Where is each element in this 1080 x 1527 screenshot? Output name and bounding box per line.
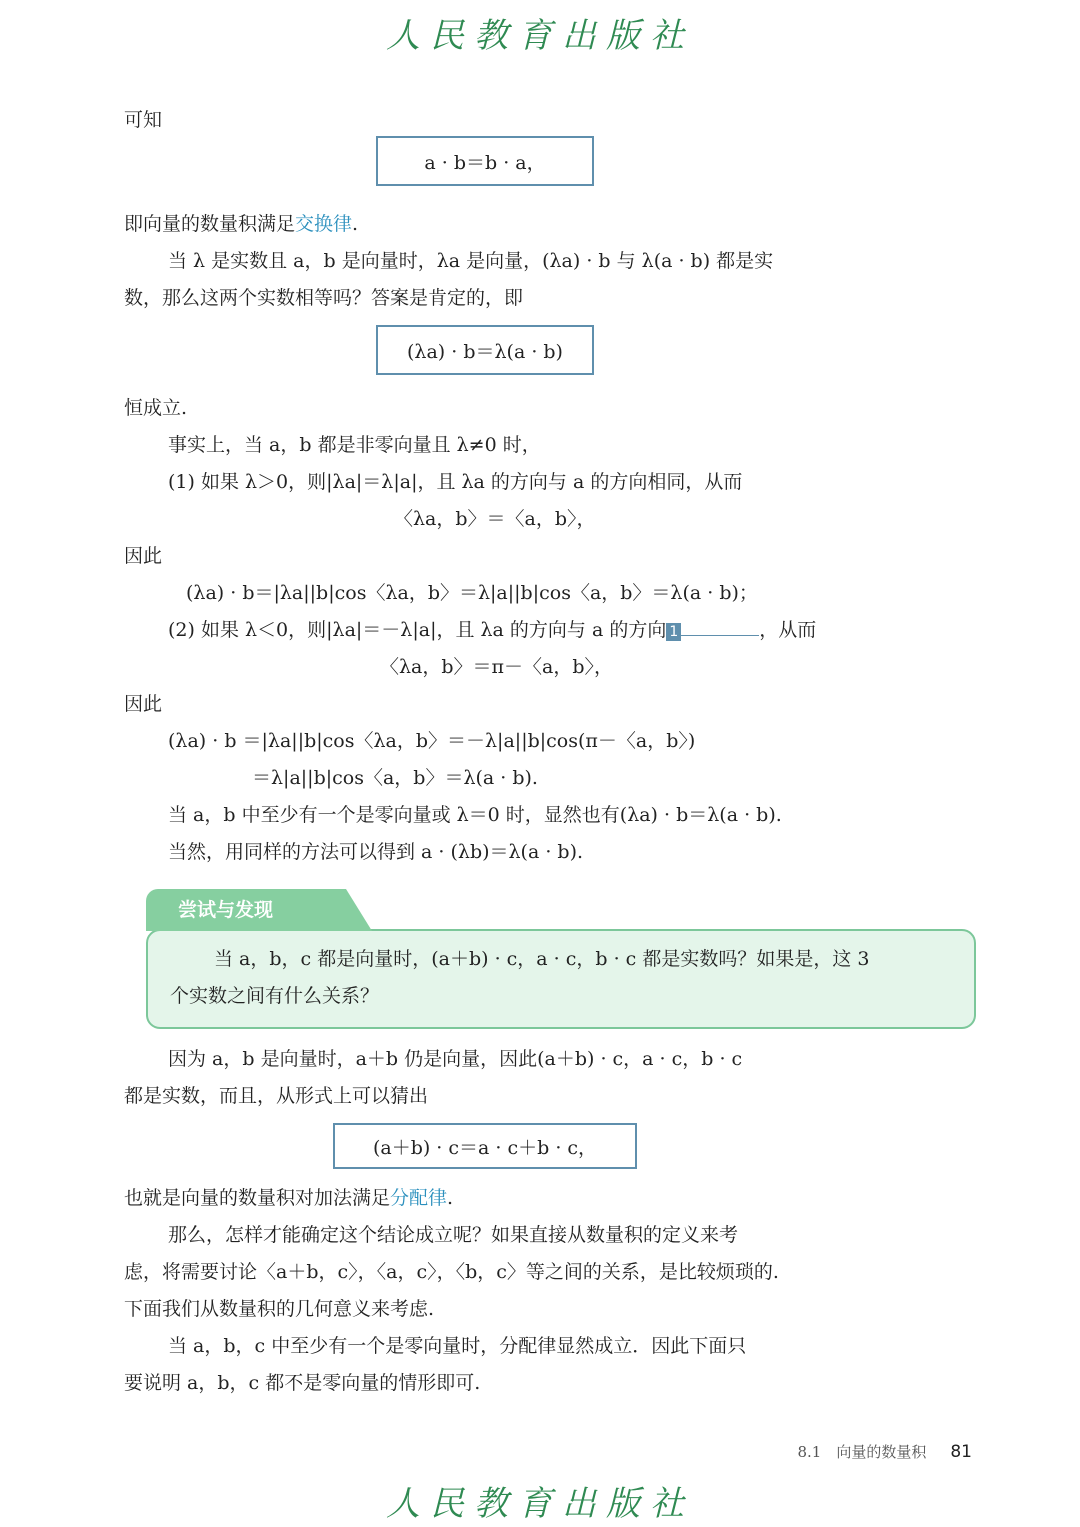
answer-blank[interactable] <box>681 617 759 636</box>
text-line: 当然，用同样的方法可以得到 a · (λb)＝λ(a · b). <box>168 841 584 863</box>
text-line: 那么，怎样才能确定这个结论成立呢？如果直接从数量积的定义来考 <box>168 1224 739 1246</box>
blank-marker: 1 <box>666 623 681 641</box>
text-line: 因此 <box>124 545 163 567</box>
text-span: 即向量的数量积满足 <box>124 213 296 235</box>
page-footer <box>798 1441 973 1462</box>
text-line: 因为 a，b 是向量时，a＋b 仍是向量，因此(a＋b) · c，a · c，b · c <box>168 1048 743 1070</box>
text-line: 要说明 a，b，c 都不是零向量的情形即可. <box>124 1372 481 1394</box>
text-span: ，从而 <box>759 619 817 641</box>
publisher-logo-top: 人民教育出版社 <box>386 16 694 56</box>
formula-box: (a＋b) · c＝a · c＋b · c， <box>333 1123 637 1169</box>
formula-line: ＝λ|a||b|cos〈a，b〉＝λ(a · b). <box>252 767 538 789</box>
text-line <box>124 211 358 237</box>
text-line: 都是实数，而且，从形式上可以猜出 <box>124 1085 429 1107</box>
formula-line: (λa) · b＝|λa||b|cos〈λa，b〉＝λ|a||b|cos〈a，b〉＝λ(a · b)； <box>186 582 758 604</box>
formula-line: (λa) · b ＝|λa||b|cos〈λa，b〉＝－λ|a||b|cos(π－〈a，b〉) <box>168 730 696 752</box>
callout-title: 尝试与发现 <box>146 889 346 931</box>
callout-text: 个实数之间有什么关系？ <box>170 985 380 1007</box>
formula-box: a · b＝b · a， <box>376 136 594 186</box>
text-line: 当 a，b 中至少有一个是零向量或 λ＝0 时，显然也有(λa) · b＝λ(a · b). <box>168 804 782 826</box>
text-span: 也就是向量的数量积对加法满足 <box>124 1187 391 1209</box>
section-title: 8.1 向量的数量积 <box>797 1443 927 1461</box>
text-line: (1) 如果 λ＞0，则|λa|＝λ|a|，且 λa 的方向与 a 的方向相同，从而 <box>168 471 743 493</box>
text-line: 下面我们从数量积的几何意义来考虑. <box>124 1298 435 1320</box>
text-line <box>124 1185 453 1211</box>
text-span: . <box>352 213 359 235</box>
publisher-logo-bottom: 人民教育出版社 <box>386 1484 694 1524</box>
page-number: 81 <box>950 1442 972 1462</box>
text-line: 虑，将需要讨论〈a＋b，c〉，〈a，c〉，〈b，c〉等之间的关系，是比较烦琐的. <box>124 1261 779 1283</box>
text-line <box>168 617 816 643</box>
text-line: 可知 <box>124 109 163 131</box>
text-span: . <box>447 1187 454 1209</box>
term-commutative: 交换律 <box>295 213 353 235</box>
text-line: 恒成立. <box>124 397 188 419</box>
text-line: 当 a，b，c 中至少有一个是零向量时，分配律显然成立．因此下面只 <box>168 1335 747 1357</box>
text-line: 当 λ 是实数且 a，b 是向量时，λa 是向量，(λa) · b 与 λ(a · b) 都是实 <box>168 250 774 272</box>
callout-box <box>146 929 976 1029</box>
text-line: 数，那么这两个实数相等吗？答案是肯定的，即 <box>124 287 524 309</box>
formula-box: (λa) · b＝λ(a · b) <box>376 325 594 375</box>
formula-line: 〈λa，b〉＝π－〈a，b〉， <box>380 656 614 678</box>
term-distributive: 分配律 <box>390 1187 448 1209</box>
formula-line: 〈λa，b〉＝〈a，b〉， <box>394 508 596 530</box>
text-line: 因此 <box>124 693 163 715</box>
text-line: 事实上，当 a，b 都是非零向量且 λ≠0 时， <box>168 434 541 456</box>
text-span: (2) 如果 λ＜0，则|λa|＝－λ|a|，且 λa 的方向与 a 的方向 <box>168 619 667 641</box>
callout-text: 当 a，b，c 都是向量时，(a＋b) · c，a · c，b · c 都是实数吗？如果是，这 3 <box>214 948 870 970</box>
